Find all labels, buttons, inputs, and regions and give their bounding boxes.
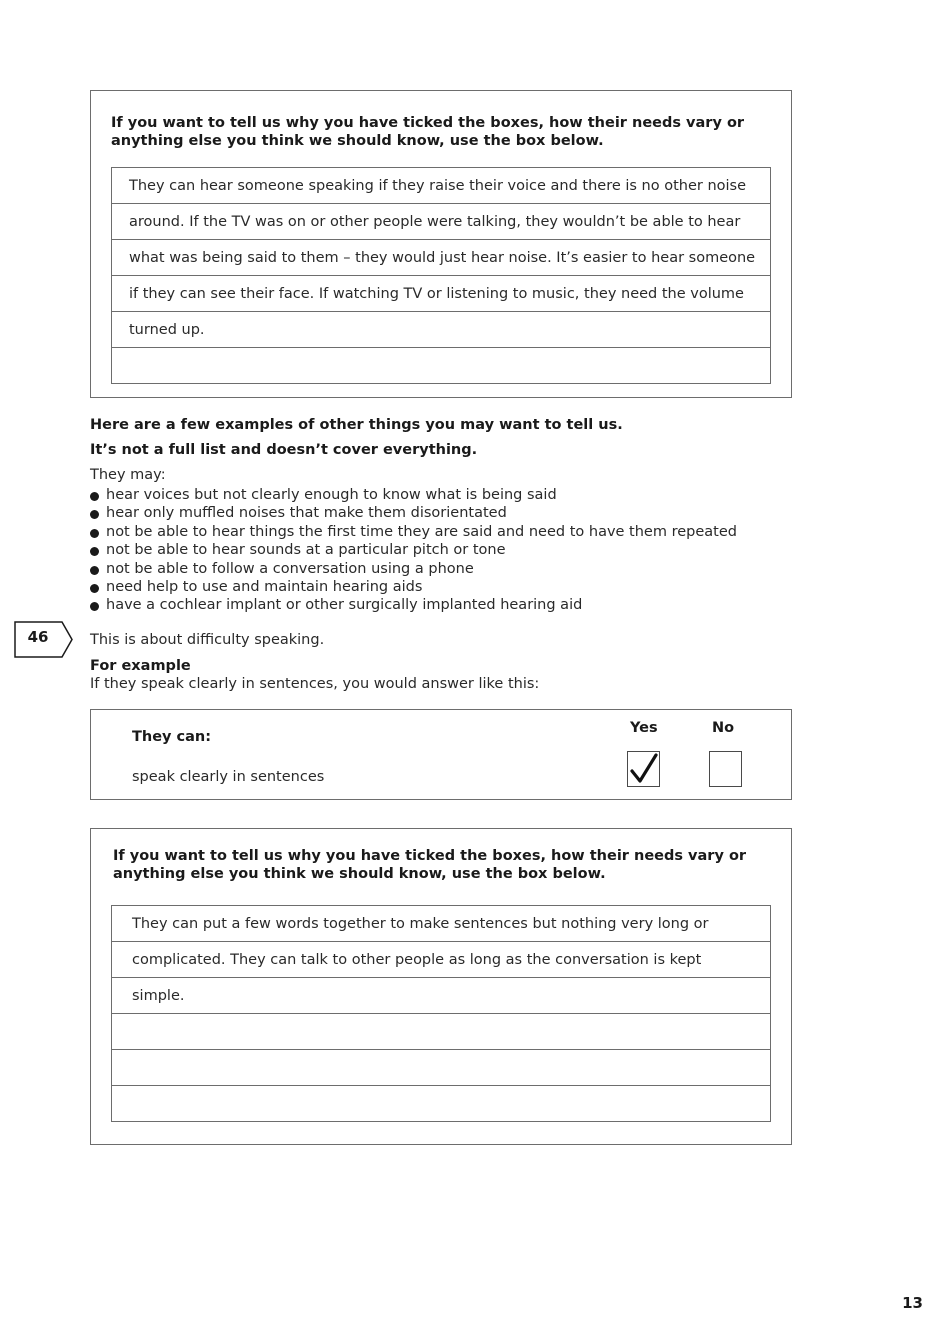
page-number: 13 [902,1294,923,1312]
explanation-text-area[interactable] [111,167,771,384]
checkmark-icon [628,752,659,786]
text-line[interactable]: around. If the TV was on or other people were talking, they wouldn’t be able to hear [112,204,770,240]
example-description: If they speak clearly in sentences, you would answer like this: [90,676,540,692]
example-answer-table [90,709,792,800]
text-line[interactable] [112,348,770,384]
text-line[interactable]: what was being said to them – they would just hear noise. It’s easier to hear someone [112,240,770,276]
text-line[interactable]: They can hear someone speaking if they raise their voice and there is no other noise [112,168,770,204]
explanation-text-area[interactable] [111,905,771,1122]
text-line[interactable] [112,1014,770,1050]
yes-checkbox[interactable] [627,751,660,787]
no-column-label: No [712,720,735,736]
text-line[interactable]: turned up. [112,312,770,348]
question-number: 46 [27,628,49,646]
for-example-label: For example [90,658,191,674]
text-line[interactable] [112,1050,770,1086]
table-row-label: speak clearly in sentences [132,769,325,785]
list-item: not be able to hear sounds at a particular pitch or tone [90,541,737,559]
yes-column-label: Yes [630,720,658,736]
list-item: not be able to follow a conversation using a phone [90,560,737,578]
list-item: hear voices but not clearly enough to know what is being said [90,486,737,504]
explanation-box-heading: If you want to tell us why you have ticked the boxes, how their needs vary or anything else you think we should know, use the box below. [113,848,747,882]
examples-list [90,486,737,615]
examples-disclaimer: It’s not a full list and doesn’t cover everything. [90,442,478,458]
list-item: need help to use and maintain hearing aids [90,578,737,596]
no-checkbox[interactable] [709,751,742,787]
text-line[interactable]: They can put a few words together to make sentences but nothing very long or [112,906,770,942]
examples-intro: Here are a few examples of other things you may want to tell us. [90,417,623,433]
table-header: They can: [132,729,212,745]
list-item: not be able to hear things the first time they are said and need to have them repeated [90,523,737,541]
explanation-box-heading: If you want to tell us why you have ticked the boxes, how their needs vary or anything else you think we should know, use the box below. [111,115,745,149]
list-item: hear only muffled noises that make them disorientated [90,504,737,522]
text-line[interactable] [112,1086,770,1122]
text-line[interactable]: if they can see their face. If watching TV or listening to music, they need the volume [112,276,770,312]
text-line[interactable]: simple. [112,978,770,1014]
list-item: have a cochlear implant or other surgically implanted hearing aid [90,596,737,614]
question-title: This is about difficulty speaking. [90,632,325,648]
text-line[interactable]: complicated. They can talk to other people as long as the conversation is kept [112,942,770,978]
examples-lead: They may: [90,467,166,483]
